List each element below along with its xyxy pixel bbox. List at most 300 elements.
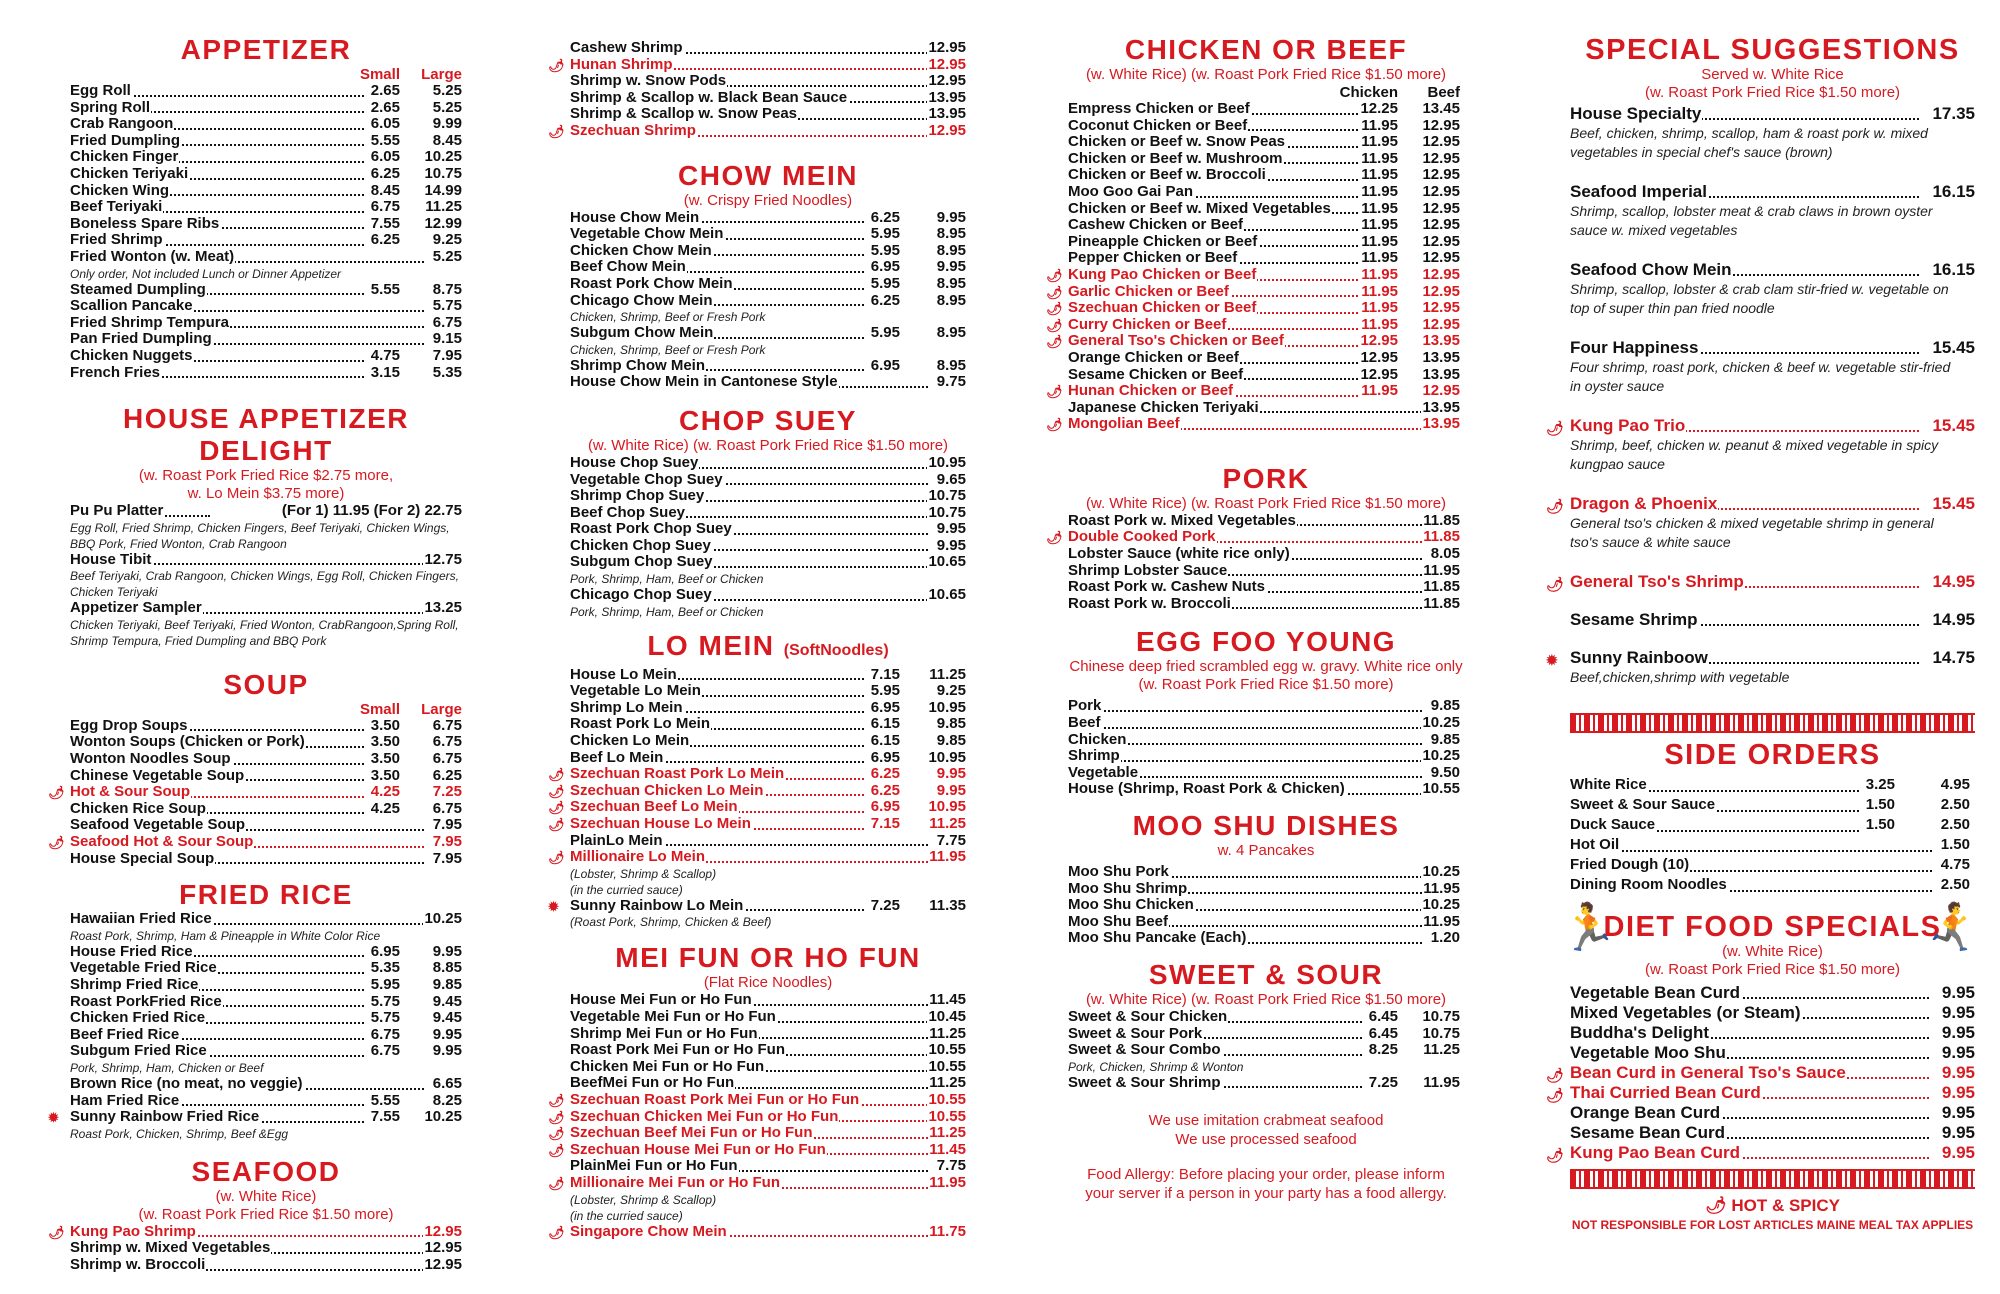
menu-item [570, 1042, 966, 1059]
item-name: Egg Drop Soups [70, 716, 188, 734]
special-item [1570, 104, 1975, 124]
item-price: 10.95 [928, 748, 966, 766]
section-title: MOO SHU DISHES [1132, 810, 1400, 841]
column-header [70, 66, 462, 83]
item-description: Chicken Teriyaki, Beef Teriyaki, Fried Wonton, CrabRangoon,Spring Roll, Shrimp Tempura, Fried Dumpling and BBQ Pork [70, 617, 459, 648]
menu-item [1046, 415, 1464, 433]
menu-item [1068, 914, 1464, 931]
item-name: Pork [1068, 697, 1102, 715]
item-price: (For 1) 11.95 (For 2) 22.75 [281, 502, 462, 520]
item-name: Beef Lo Mein [570, 748, 664, 766]
item-name: Pineapple Chicken or Beef [1068, 232, 1258, 250]
section-subtitle: Chinese deep fried scrambled egg w. gravy. White rice only [1069, 658, 1463, 676]
item-price: 9.45 [432, 1009, 462, 1027]
menu-item [570, 538, 966, 555]
item-price-small: 7.25 [1368, 1073, 1398, 1091]
item-price: 13.25 [424, 599, 462, 617]
item-price: 12.95 [1422, 216, 1460, 234]
item-name: Moo Shu Shrimp [1068, 879, 1188, 897]
section-subtitle: w. Lo Mein $3.75 more) [187, 485, 345, 503]
item-name: Empress Chicken or Beef [1068, 100, 1250, 117]
spacer [1570, 552, 1975, 572]
menu-item [1068, 579, 1464, 596]
item-description: General tso's chicken & mixed vegetable shrimp in general tso's sauce & white sauce [1570, 515, 1934, 550]
item-price: 12.95 [928, 121, 966, 139]
item-price-small: 6.25 [870, 208, 900, 226]
allergy-notice-line-1: Food Allergy: Before placing your order, please inform [1087, 1166, 1445, 1184]
menu-item [548, 1107, 966, 1126]
item-price: 12.95 [1422, 133, 1460, 151]
item-price-small: 6.95 [870, 798, 900, 816]
item-price: 15.45 [1932, 494, 1975, 513]
menu-item [548, 121, 966, 140]
hot-pepper-icon: 🌶 [48, 785, 65, 801]
hot-pepper-icon: 🌶 [548, 57, 565, 73]
item-price-small: 6.95 [870, 698, 900, 716]
item-price: 10.55 [928, 1107, 966, 1125]
item-name: Szechuan Shrimp [570, 121, 696, 139]
item-name: Boneless Spare Ribs [70, 214, 220, 232]
menu-item [548, 1140, 966, 1159]
menu-item [1046, 299, 1464, 317]
item-price: 13.95 [1422, 415, 1460, 433]
item-name: Pu Pu Platter [70, 502, 164, 520]
item-name: Sweet & Sour Combo [1068, 1041, 1221, 1059]
item-price: 14.95 [1932, 610, 1975, 629]
item-name: Beef Teriyaki [70, 198, 163, 216]
item-name: Sweet & Sour Pork [1068, 1024, 1203, 1042]
item-name: Orange Chicken or Beef [1068, 348, 1239, 366]
item-price: 9.95 [936, 208, 966, 226]
section-subtitle: (w. Roast Pork Fried Rice $2.75 more, [138, 467, 394, 485]
item-description: Shrimp, scallop, lobster meat & crab claws in brown oyster sauce w. mixed vegetables [1570, 203, 1933, 238]
item-price: 6.75 [432, 733, 462, 751]
menu-item [1068, 864, 1464, 881]
menu-item [70, 315, 462, 332]
item-name: Chicken Lo Mein [570, 732, 690, 750]
item-price-small: 3.15 [370, 363, 400, 381]
item-name: House Special Soup [70, 849, 215, 867]
menu-item [570, 40, 966, 57]
item-price: 8.75 [432, 280, 462, 298]
menu-item [1068, 134, 1464, 151]
item-price: 12.95 [1422, 282, 1460, 300]
item-name: Hot Oil [1570, 836, 1620, 853]
item-price: 10.55 [928, 1057, 966, 1075]
section-subtitle: (w. White Rice) (w. Roast Pork Fried Rice $1.50 more) [1085, 990, 1447, 1008]
item-price: 6.75 [432, 750, 462, 768]
item-price: 11.85 [1423, 594, 1460, 612]
menu-item [570, 293, 966, 310]
diet-item [1546, 1063, 1975, 1083]
section-title: PORK [1222, 462, 1310, 494]
item-price: 13.95 [1422, 365, 1460, 383]
menu-item [1068, 201, 1464, 218]
decorative-border [1570, 1169, 1975, 1189]
item-price: 9.85 [1430, 697, 1460, 715]
item-name: Thai Curried Bean Curd [1570, 1083, 1761, 1102]
item-description: Pork, Shrimp, Ham, Chicken or Beef [70, 1060, 264, 1075]
item-price: 1.50 [1940, 836, 1970, 853]
section-title: DIET FOOD SPECIALS [1603, 911, 1942, 943]
section-title: FRIED RICE [179, 879, 353, 911]
item-price: 12.95 [1422, 232, 1460, 250]
menu-item [70, 133, 462, 150]
item-price-small: 2.65 [370, 98, 400, 116]
item-price: 5.25 [432, 98, 462, 116]
diet-item [1570, 1043, 1975, 1063]
decorative-border [1570, 713, 1975, 733]
menu-item [48, 783, 462, 801]
item-name: Chicken or Beef w. Mushroom [1068, 149, 1283, 167]
item-price-small: 5.95 [870, 274, 900, 292]
item-name: Fried Dough (10) [1570, 856, 1690, 873]
dot-leader [1068, 727, 1422, 729]
menu-item [70, 801, 462, 818]
item-name: Seafood Vegetable Soup [70, 816, 246, 834]
item-price: 14.99 [424, 181, 462, 199]
item-name: Roast Pork Chop Suey [570, 520, 732, 538]
item-name: Roast Pork Chow Mein [570, 274, 733, 292]
section-title-main: LO MEIN [647, 629, 775, 661]
section-subtitle: (w. Roast Pork Fried Rice $1.50 more) [1138, 676, 1394, 694]
item-price-small: 4.25 [370, 783, 400, 801]
item-name: Moo Goo Gai Pan [1068, 182, 1194, 200]
menu-item [70, 977, 462, 994]
item-price: 11.45 [929, 1140, 966, 1158]
section-subtitle: (w. Roast Pork Fried Rice $1.50 more) [1644, 84, 1901, 101]
menu-item [1068, 513, 1464, 530]
item-name: Millionaire Lo Mein [570, 848, 706, 866]
item-price-small: 6.95 [370, 942, 400, 960]
spacer [1068, 1091, 1464, 1111]
item-name: Scallion Pancake [70, 297, 193, 315]
section-subtitle: (w. Roast Pork Fried Rice $1.50 more) [1644, 961, 1901, 978]
menu-item [570, 472, 966, 489]
hot-pepper-icon: 🌶 [548, 1092, 565, 1108]
item-name: Subgum Chop Suey [570, 553, 713, 571]
item-price: 10.25 [424, 910, 462, 928]
menu-item [1068, 698, 1464, 715]
section-subtitle: (w. White Rice) [1722, 943, 1823, 960]
item-name: Vegetable Chop Suey [570, 470, 723, 488]
runner-figure-right: 🏃 [1923, 901, 1981, 953]
special-item [1546, 494, 1975, 514]
menu-item [1068, 217, 1464, 234]
item-price: 6.25 [432, 766, 462, 784]
item-name: Vegetable Lo Mein [570, 682, 701, 700]
menu-item [1570, 875, 1975, 895]
item-price: 12.75 [424, 550, 462, 568]
menu-item [70, 249, 462, 266]
menu-item [570, 106, 966, 123]
item-name: Vegetable Moo Shu [1570, 1043, 1726, 1062]
spacer [1570, 396, 1975, 416]
item-name: Chicken Rice Soup [70, 799, 206, 817]
menu-item [570, 73, 966, 90]
item-price: 9.85 [1430, 730, 1460, 748]
menu-item [1068, 546, 1464, 563]
menu-item [70, 348, 462, 365]
item-name: Shrimp Lobster Sauce [1068, 561, 1228, 579]
item-price-small: 6.45 [1368, 1024, 1398, 1042]
spacer [1068, 433, 1464, 463]
spacer [70, 867, 462, 879]
menu-item [548, 896, 966, 915]
item-name: BeefMei Fun or Ho Fun [570, 1074, 735, 1092]
section-subtitle: Served w. White Rice [1701, 66, 1844, 83]
spacer [570, 140, 966, 160]
menu-item [70, 100, 462, 117]
item-price: 10.75 [1422, 1024, 1460, 1042]
item-price-small: 11.95 [1361, 249, 1398, 267]
spacer [570, 620, 966, 630]
item-description: Pork, Chicken, Shrimp & Wonton [1068, 1059, 1244, 1074]
hot-pepper-icon: 🌶 [1546, 1147, 1564, 1163]
menu-item [570, 455, 966, 472]
item-price-small: 3.50 [370, 766, 400, 784]
item-name: Shrimp Fried Rice [70, 976, 199, 993]
item-price-small: 6.95 [870, 258, 900, 276]
item-price: 10.25 [424, 1108, 462, 1126]
menu-column-4 [1546, 34, 1981, 1233]
hot-pepper-icon: 🌶 [1046, 530, 1063, 546]
item-price: 11.25 [1423, 1041, 1460, 1059]
item-price: 10.55 [928, 1090, 966, 1108]
section-subtitle: w. 4 Pancakes [1217, 842, 1315, 859]
item-description: (Lobster, Shrimp & Scallop) [570, 1192, 717, 1207]
item-name: House (Shrimp, Roast Pork & Chicken) [1068, 780, 1345, 798]
item-price: 9.95 [1941, 1003, 1975, 1022]
item-price-small: 6.25 [870, 781, 900, 799]
menu-item [1068, 367, 1464, 384]
item-price-small: 3.50 [370, 733, 400, 751]
column-header [70, 701, 462, 718]
diet-item [1570, 983, 1975, 1003]
menu-item [570, 90, 966, 107]
item-price-small: 4.25 [370, 799, 400, 817]
menu-item [70, 116, 462, 133]
item-name: Kung Pao Trio [1570, 416, 1686, 435]
item-name: Hot & Sour Soup [70, 783, 190, 801]
item-price: 7.95 [432, 833, 462, 851]
menu-item [570, 1158, 966, 1175]
item-price-small: 11.95 [1361, 116, 1398, 134]
menu-item [70, 851, 462, 868]
dot-leader [1570, 850, 1932, 852]
item-name: Wonton Soups (Chicken or Pork) [70, 733, 305, 751]
spacer [70, 1142, 462, 1156]
menu-item [1046, 315, 1464, 334]
item-name: Chicago Chop Suey [570, 586, 712, 604]
price-header-large: Large [421, 700, 462, 718]
menu-item [70, 365, 462, 382]
sun-icon: ✹ [548, 898, 559, 914]
item-description: Egg Roll, Fried Shrimp, Chicken Fingers, Beef Teriyaki, Chicken Wings, BBQ Pork, Fried Wonton, Crab Rangoon [70, 520, 450, 551]
item-price-small: 6.15 [870, 732, 900, 750]
item-name: Szechuan Beef Mei Fun or Ho Fun [570, 1124, 813, 1142]
spacer [1068, 612, 1464, 626]
menu-item [570, 992, 966, 1009]
menu-item [70, 282, 462, 299]
menu-item [1046, 382, 1464, 400]
menu-item [1046, 528, 1464, 546]
item-name: Cashew Chicken or Beef [1068, 216, 1244, 234]
item-name: Chicken or Beef w. Broccoli [1068, 166, 1266, 184]
menu-item [570, 325, 966, 342]
item-name: Beef [1068, 714, 1101, 732]
item-name: Shrimp w. Broccoli [70, 1255, 206, 1273]
item-price-small: 6.95 [870, 748, 900, 766]
item-name: Szechuan Roast Pork Mei Fun or Ho Fun [570, 1090, 860, 1108]
item-price: 10.25 [424, 148, 462, 166]
item-price-small: 5.55 [370, 1091, 400, 1109]
item-price-small: 11.95 [1361, 199, 1398, 217]
item-price-small: 5.95 [370, 976, 400, 993]
item-price: 10.95 [928, 453, 966, 471]
spacer [1570, 474, 1975, 494]
diet-item [1546, 1143, 1975, 1163]
sun-icon: ✹ [48, 1110, 59, 1126]
item-price: 9.95 [936, 258, 966, 276]
menu-item [1068, 350, 1464, 367]
hot-pepper-icon: 🌶 [548, 800, 565, 816]
hot-pepper-icon: 🌶 [548, 1109, 565, 1125]
item-price: 11.95 [1423, 879, 1460, 897]
item-name: Millionaire Mei Fun or Ho Fun [570, 1173, 780, 1191]
item-price: 13.95 [1422, 348, 1460, 366]
menu-item [1068, 748, 1464, 765]
spacer [1068, 947, 1464, 959]
menu-item [570, 750, 966, 767]
item-price: 11.25 [929, 1124, 966, 1142]
menu-item [70, 199, 462, 216]
item-name: Moo Shu Chicken [1068, 896, 1194, 914]
item-name: Hunan Shrimp [570, 55, 673, 73]
item-price: 7.95 [432, 849, 462, 867]
item-name: Sesame Bean Curd [1570, 1123, 1725, 1142]
item-price: 8.05 [1430, 545, 1460, 563]
item-price: 10.25 [1422, 714, 1460, 732]
menu-column-3 [1046, 34, 1464, 1203]
item-name: Fried Dumpling [70, 131, 180, 149]
item-name: General Tso's Chicken or Beef [1068, 332, 1284, 350]
menu-item [548, 1173, 966, 1192]
item-price: 12.95 [1422, 315, 1460, 333]
item-price: 8.95 [936, 225, 966, 243]
item-price: 8.95 [936, 324, 966, 342]
item-price: 8.95 [936, 291, 966, 309]
menu-item [48, 1222, 462, 1241]
item-name: Vegetable [1068, 763, 1139, 781]
item-price-small: 7.15 [870, 815, 900, 832]
menu-item [1068, 101, 1464, 118]
item-name: Steamed Dumpling [70, 280, 206, 298]
item-name: Shrimp & Scallop w. Black Bean Sauce [570, 88, 848, 106]
item-price: 12.95 [928, 72, 966, 90]
item-name: Mixed Vegetables (or Steam) [1570, 1003, 1801, 1022]
item-description: Only order, Not included Lunch or Dinner Appetizer [70, 266, 342, 281]
item-description: Pork, Shrimp, Ham, Beef or Chicken [570, 572, 764, 587]
item-price-small: 11.95 [1361, 216, 1398, 234]
menu-item [70, 1043, 462, 1060]
item-name: Sunny Rainboow [1570, 648, 1708, 667]
item-price-small: 6.25 [370, 231, 400, 249]
item-name: Curry Chicken or Beef [1068, 315, 1227, 333]
menu-item [1570, 855, 1975, 875]
diet-item [1570, 1023, 1975, 1043]
item-price: 9.95 [1941, 1123, 1975, 1142]
item-price: 10.65 [928, 586, 966, 604]
item-name: Hawaiian Fried Rice [70, 910, 212, 928]
item-price: 7.75 [936, 1157, 966, 1175]
item-name: PlainMei Fun or Ho Fun [570, 1157, 738, 1175]
price-header-small: Chicken [1339, 84, 1398, 101]
section-subtitle: (w. White Rice) (w. Roast Pork Fried Rice $1.50 more) [587, 436, 949, 454]
hot-pepper-icon: 🌶 [1546, 1087, 1564, 1103]
item-name: Beef Chow Mein [570, 258, 686, 276]
item-price: 9.95 [936, 781, 966, 799]
menu-item [1046, 265, 1464, 284]
column-header [1068, 84, 1464, 101]
item-name: Roast Pork Mei Fun or Ho Fun [570, 1041, 786, 1059]
item-price: 9.45 [432, 992, 462, 1010]
menu-item [48, 833, 462, 851]
item-price: 10.55 [1422, 780, 1460, 798]
item-name: Crab Rangoon [70, 115, 174, 133]
item-price-small: 7.15 [870, 665, 900, 683]
item-description: Four shrimp, roast pork, chicken & beef w. vegetable stir-fried in oyster sauce [1570, 359, 1951, 394]
menu-item [70, 331, 462, 348]
item-price: 10.95 [928, 798, 966, 816]
item-price: 9.95 [1941, 1063, 1975, 1082]
item-price: 9.95 [1941, 1083, 1975, 1102]
item-price-small: 11.95 [1361, 133, 1398, 151]
item-price-small: 8.25 [1368, 1041, 1398, 1059]
item-name: Dragon & Phoenix [1570, 494, 1718, 513]
item-price: 9.95 [936, 520, 966, 538]
item-description: (Roast Pork, Shrimp, Chicken & Beef) [570, 915, 772, 930]
item-price-small: 11.95 [1361, 182, 1398, 200]
menu-item [1068, 765, 1464, 782]
item-price-small: 12.25 [1360, 100, 1398, 117]
item-price-small: 5.95 [870, 241, 900, 259]
item-price-small: 6.05 [370, 115, 400, 133]
item-name: House Chow Mein [570, 208, 700, 226]
item-price: 4.95 [1940, 776, 1970, 793]
item-price: 12.99 [424, 214, 462, 232]
hot-pepper-icon: 🌶 [548, 1175, 565, 1191]
spacer [70, 649, 462, 669]
item-name: Cashew Shrimp [570, 39, 683, 56]
item-name: Sweet & Sour Chicken [1068, 1007, 1228, 1025]
item-price: 11.75 [929, 1222, 966, 1240]
section-title: SWEET & SOUR [1148, 958, 1384, 990]
item-price: 13.45 [1422, 100, 1460, 117]
item-name: Brown Rice (no meat, no veggie) [70, 1074, 303, 1092]
runner-figure-left: 🏃 [1560, 901, 1618, 953]
item-price: 13.95 [928, 88, 966, 106]
item-price-small: 11.95 [1361, 299, 1398, 317]
item-price: 15.45 [1932, 416, 1975, 435]
item-name: White Rice [1570, 776, 1647, 793]
item-price: 11.95 [929, 848, 966, 866]
spacer [570, 391, 966, 405]
item-price: 10.25 [1422, 896, 1460, 914]
menu-item [570, 358, 966, 375]
item-name: Orange Bean Curd [1570, 1103, 1721, 1122]
section-title: MEI FUN OR HO FUN [615, 942, 921, 974]
